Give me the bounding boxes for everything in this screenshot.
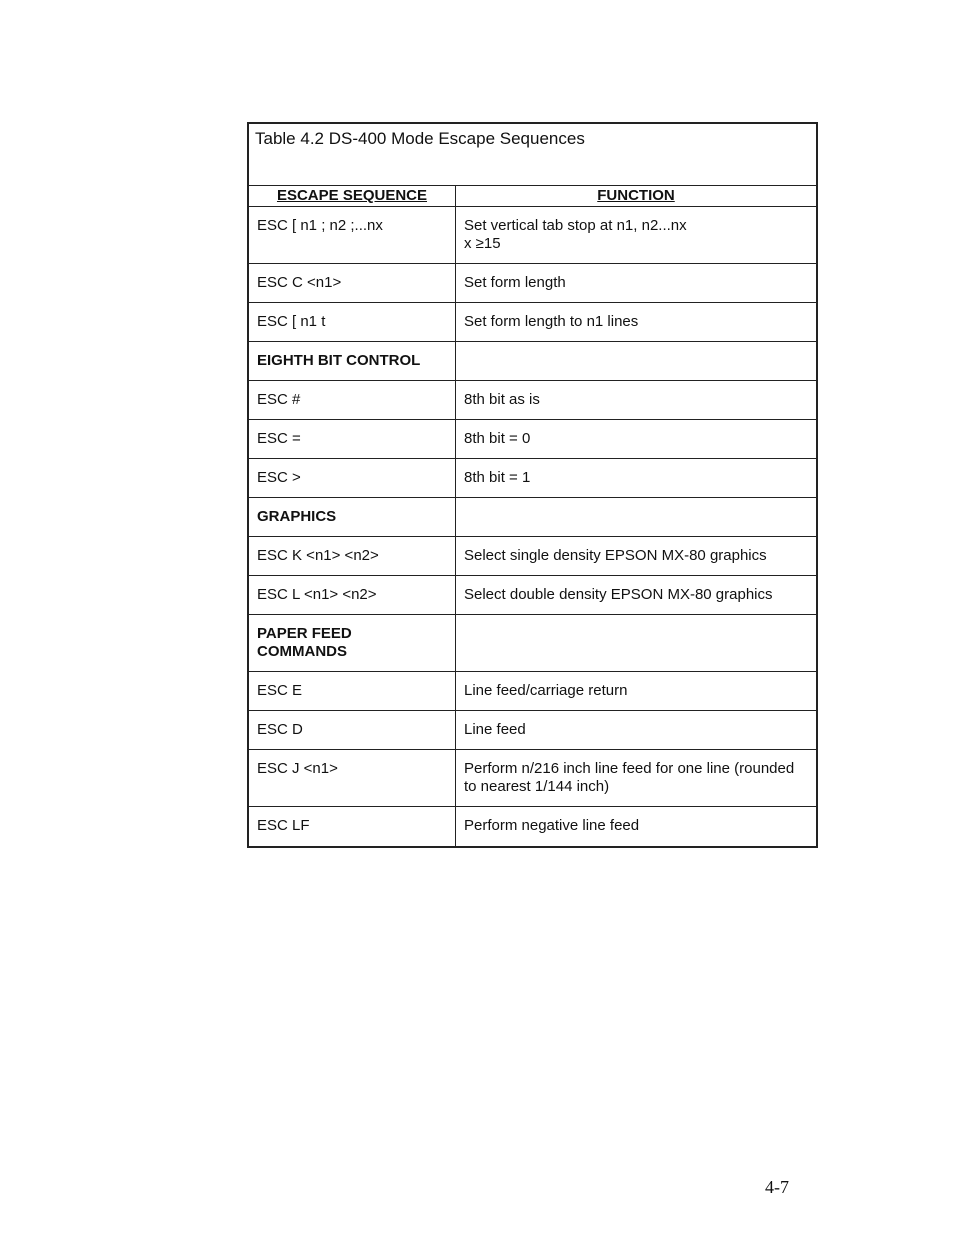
function-line: Set vertical tab stop at n1, n2...nx	[464, 217, 687, 234]
table-row	[249, 750, 816, 807]
table-row	[249, 303, 816, 342]
table-row	[249, 207, 816, 264]
group-heading-line: PAPER FEED	[257, 625, 352, 642]
function-cell: Perform negative line feed	[456, 807, 817, 846]
table-row	[249, 537, 816, 576]
function-cell: 8th bit = 1	[456, 459, 817, 498]
group-row	[249, 498, 816, 537]
function-cell: Select double density EPSON MX-80 graphics	[456, 576, 817, 615]
function-cell: Set form length	[456, 264, 817, 303]
table-row	[249, 420, 816, 459]
function-line: to nearest 1/144 inch)	[464, 778, 610, 795]
table-row	[249, 264, 816, 303]
sequence-cell: ESC C <n1>	[249, 264, 456, 303]
table-row	[249, 807, 816, 846]
table-row	[249, 672, 816, 711]
escape-table-grid	[249, 186, 816, 846]
sequence-cell: ESC [ n1 ; n2 ;...nx	[249, 207, 456, 264]
sequence-cell: ESC >	[249, 459, 456, 498]
sequence-cell: ESC #	[249, 381, 456, 420]
function-cell: Select single density EPSON MX-80 graphics	[456, 537, 817, 576]
function-cell: Set form length to n1 lines	[456, 303, 817, 342]
table-row	[249, 459, 816, 498]
escape-sequence-table	[247, 122, 818, 848]
header-escape-sequence: ESCAPE SEQUENCE	[249, 186, 456, 207]
group-row	[249, 342, 816, 381]
header-function: FUNCTION	[456, 186, 817, 207]
function-cell: Line feed	[456, 711, 817, 750]
group-row	[249, 615, 816, 672]
function-line: x ≥15	[464, 235, 501, 252]
sequence-cell: ESC [ n1 t	[249, 303, 456, 342]
empty-cell	[456, 342, 817, 381]
function-line: Perform n/216 inch line feed for one line (rounded	[464, 760, 795, 777]
function-cell	[456, 750, 817, 807]
sequence-cell: ESC J <n1>	[249, 750, 456, 807]
sequence-cell: ESC L <n1> <n2>	[249, 576, 456, 615]
empty-cell	[456, 498, 817, 537]
sequence-cell: ESC D	[249, 711, 456, 750]
sequence-cell: ESC K <n1> <n2>	[249, 537, 456, 576]
page-number: 4-7	[765, 1177, 789, 1197]
sequence-cell: ESC E	[249, 672, 456, 711]
function-cell	[456, 207, 817, 264]
group-heading: EIGHTH BIT CONTROL	[249, 342, 456, 381]
function-cell: 8th bit = 0	[456, 420, 817, 459]
table-header-row	[249, 186, 816, 207]
table-row	[249, 576, 816, 615]
table-caption: Table 4.2 DS-400 Mode Escape Sequences	[249, 124, 816, 186]
sequence-cell: ESC LF	[249, 807, 456, 846]
group-heading: GRAPHICS	[249, 498, 456, 537]
function-cell: Line feed/carriage return	[456, 672, 817, 711]
empty-cell	[456, 615, 817, 672]
group-heading	[249, 615, 456, 672]
table-row	[249, 711, 816, 750]
group-heading-line: COMMANDS	[257, 643, 347, 660]
table-row	[249, 381, 816, 420]
sequence-cell: ESC =	[249, 420, 456, 459]
function-cell: 8th bit as is	[456, 381, 817, 420]
